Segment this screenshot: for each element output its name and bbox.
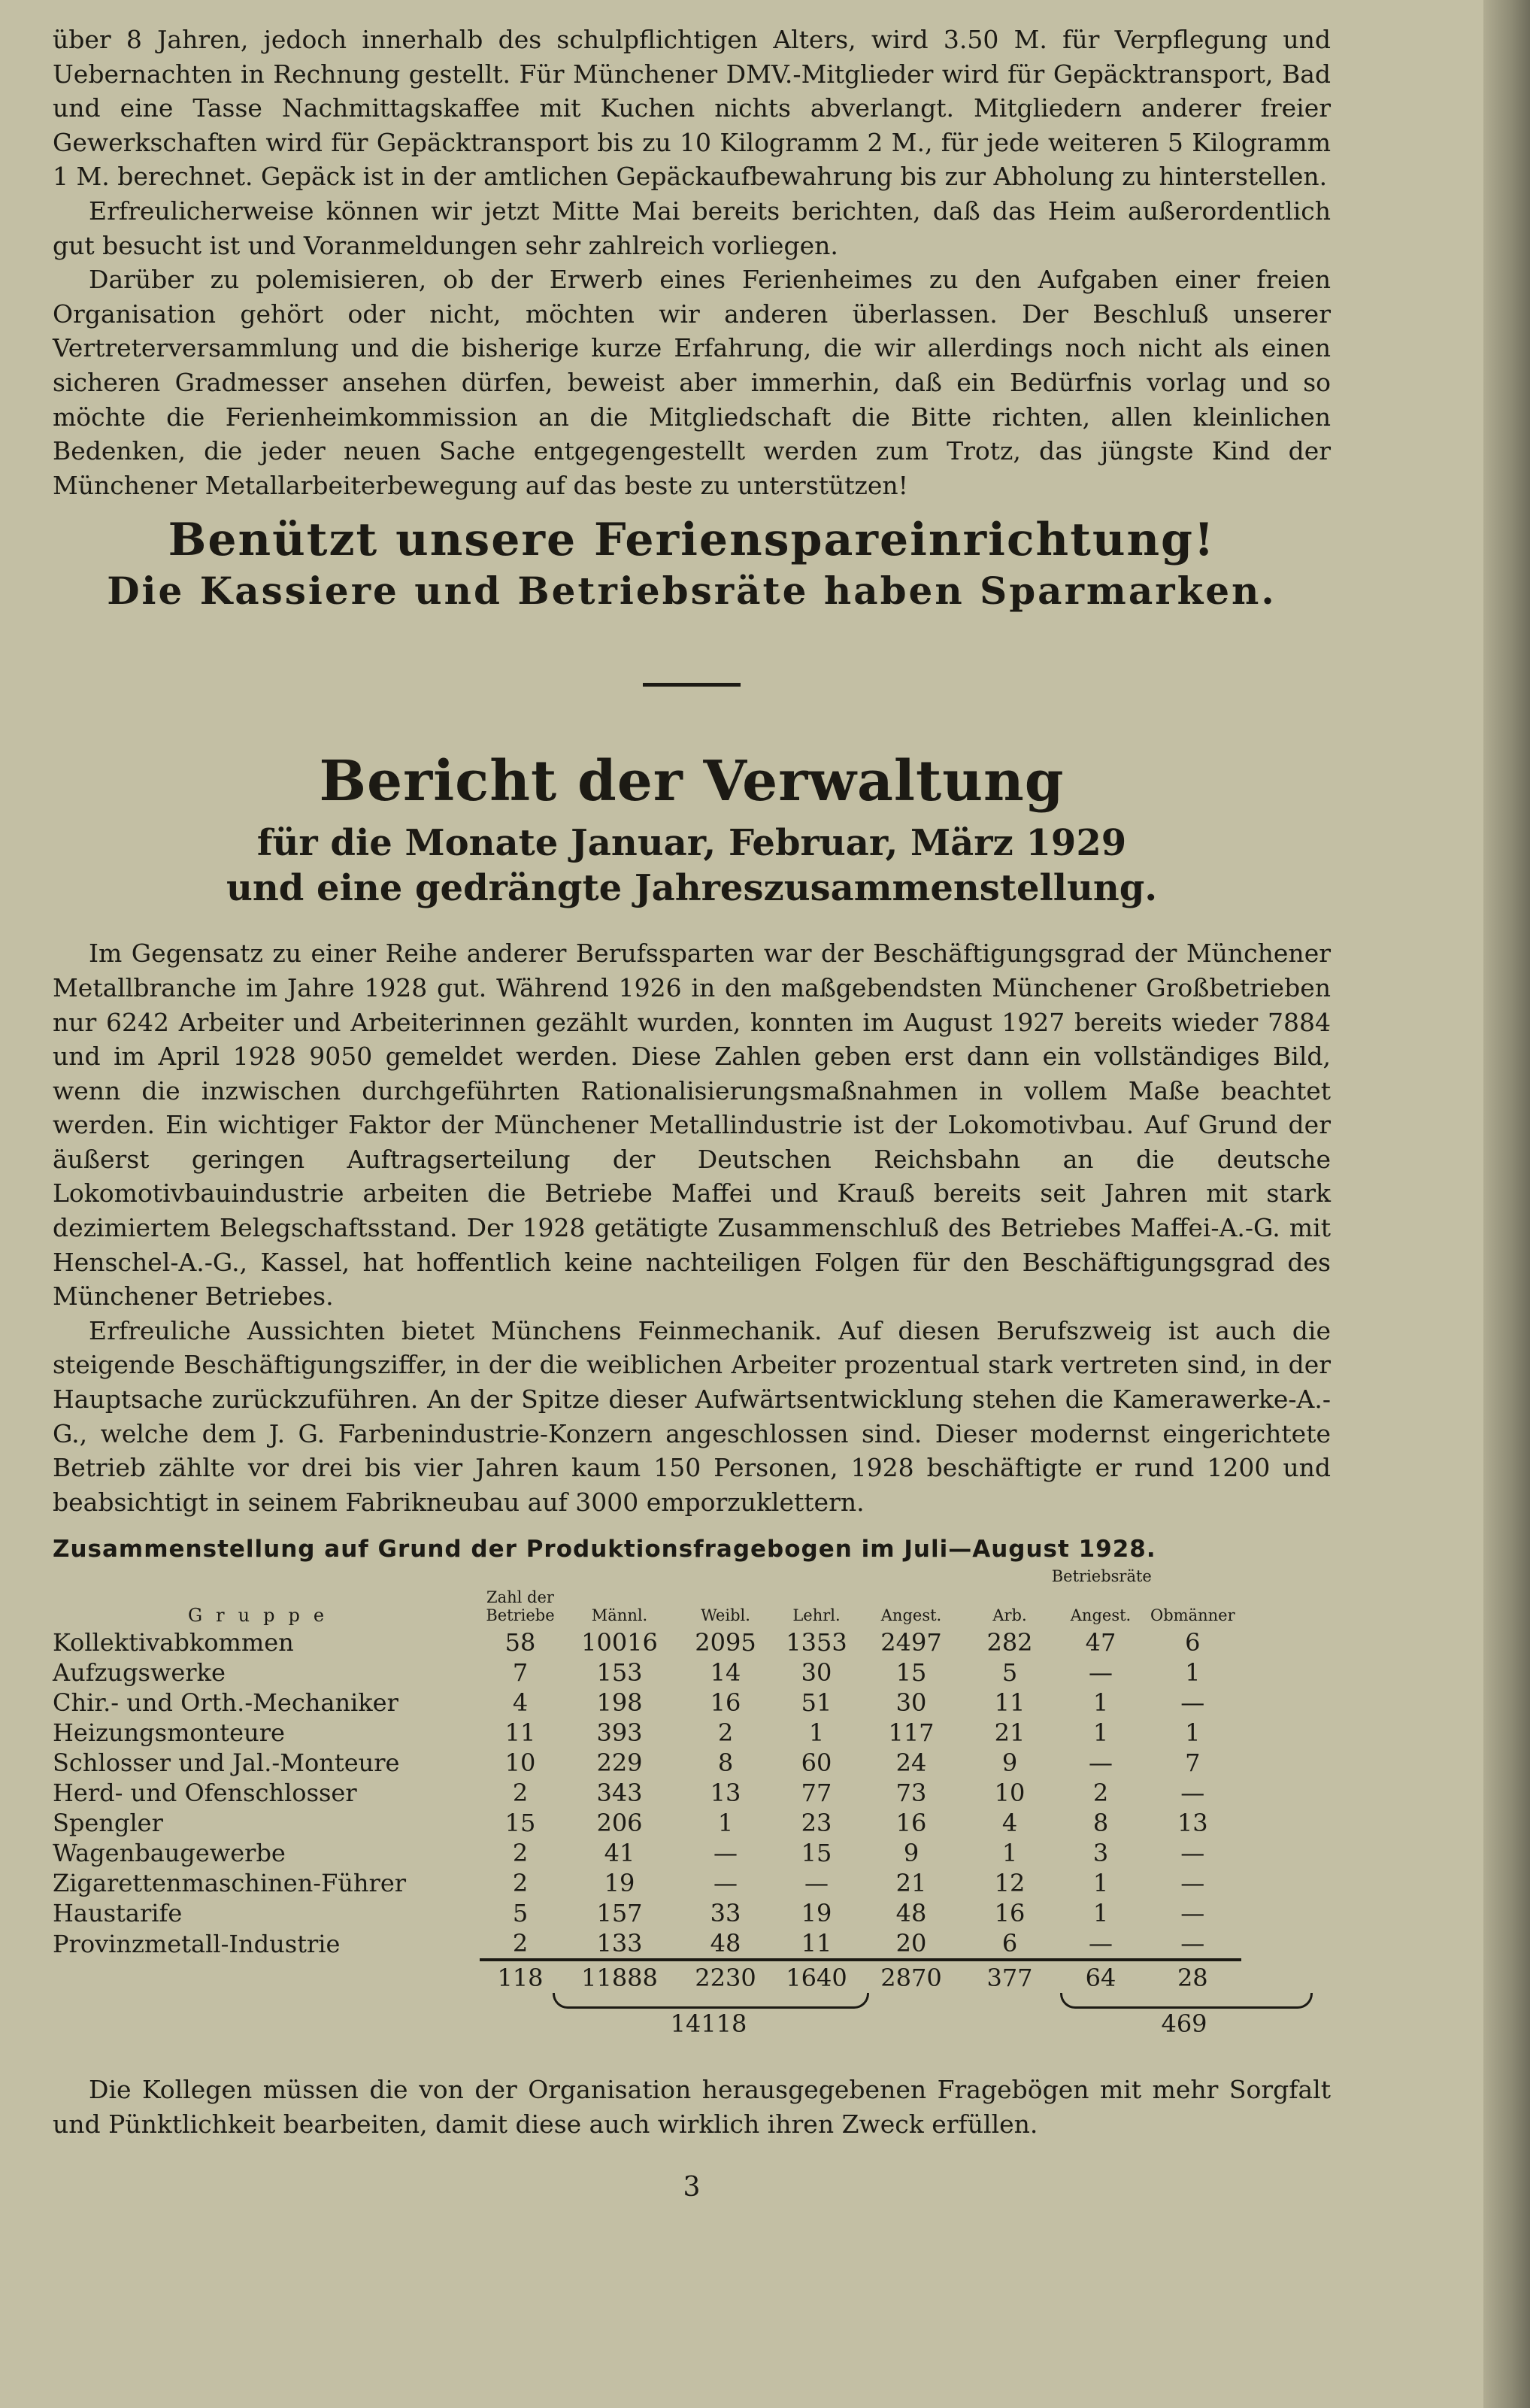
table-cell: 48 xyxy=(895,1899,927,1928)
intro-paragraph-3: Darüber zu polemisieren, ob der Erwerb eines Ferienheimes zu den Aufgaben einer freien Organisation gehört oder nicht, möchten wir anderen überlassen. Der Beschluß unserer Vertreterversammlung und die bisherige kurze Erfahrung, die wir allerdings noch nicht als einen sicheren Gradmesser ansehen dürfen, beweist aber immerhin, daß ein Bedürfnis vorlag und so möchte die Ferienheimkommission an die Mitgliedschaft die Bitte richten, allen kleinlichen Bedenken, die jeder neuen Sache entgegengestellt werden zum Trotz, das jüngste Kind der Münchener Metallarbeiterbewegung auf das beste zu unterstützen! xyxy=(53,265,1331,500)
sum-workers: 14118 xyxy=(670,2009,747,2039)
report-paragraph-2: Erfreuliche Aussichten bietet Münchens Feinmechanik. Auf diesen Berufszweig ist auch die steigende Beschäftigungsziffer, in der die weiblichen Arbeiter prozentual stark vertreten sind, in der Hauptsache zurückzuführen. An der Spitze dieser Aufwärtsentwicklung stehen die Kamerawerke-A.-G., welche dem J. G. Farbenindustrie-Konzern angeschlossen sind. Dieser modernst eingerichtete Betrieb zählte vor drei bis vier Jahren kaum 150 Personen, 1928 beschäftigte er rund 1200 und beabsichtigt in seinem Fabrikneubau auf 3000 emporzuklettern. xyxy=(53,1315,1331,1517)
table-cell: — xyxy=(1180,1929,1205,1958)
page-content xyxy=(53,23,1331,2203)
table-sum-braces xyxy=(53,1993,1331,2046)
table-cell: 30 xyxy=(895,1688,927,1718)
table-cell: 5 xyxy=(1001,1658,1018,1688)
table-cell: 14 xyxy=(710,1658,741,1688)
row-label: Heizungsmonteure xyxy=(53,1718,285,1748)
report-subtitle-months: für die Monate Januar, Februar, März 1929 xyxy=(256,822,1127,865)
table-cell: 343 xyxy=(596,1779,643,1808)
section-divider xyxy=(643,683,741,687)
table-cell: 20 xyxy=(895,1929,927,1958)
table-cell: 16 xyxy=(895,1809,927,1838)
page-binding-edge xyxy=(1483,0,1530,2408)
table-header-row xyxy=(53,1588,1241,1627)
table-cell: 2 xyxy=(512,1839,529,1868)
table-cell: 30 xyxy=(801,1658,832,1688)
table-cell: — xyxy=(1089,1929,1113,1958)
report-paragraph-1: Im Gegensatz zu einer Reihe anderer Berufssparten war der Beschäftigungsgrad der Münchener Metallbranche im Jahre 1928 gut. Während 1926 in den maßgebendsten Münchener Großbetrieben nur 6242 Arbeiter und Arbeiterinnen gezählt wurden, konnten im August 1927 bereits wieder 7884 und im April 1928 9050 gemeldet werden. Diese Zahlen geben erst dann ein vollständiges Bild, wenn die inzwischen durchgeführten Rationalisierungsmaßnahmen in vollem Maße beachtet werden. Ein wichtiger Faktor der Münchener Metallindustrie ist der Lokomotivbau. Auf Grund der äußerst geringen Auftragserteilung der Deutschen Reichsbahn an die deutsche Lokomotivbauindustrie arbeiten die Betriebe Maffei und Krauß bereits seit Jahren mit stark dezimiertem Belegschaftsstand. Der 1928 getätigte Zusammenschluß des Betriebes Maffei-A.-G. mit Henschel-A.-G., Kassel, hat hoffentlich keine nachteiligen Folgen für den Beschäftigungsgrad des Münchener Betriebes. xyxy=(53,939,1331,1312)
row-label: Schlosser und Jal.-Monteure xyxy=(53,1748,400,1778)
table-cell: 4 xyxy=(512,1688,529,1718)
row-label: Herd- und Ofenschlosser xyxy=(53,1779,357,1808)
table-cell: 2 xyxy=(512,1929,529,1958)
table-cell: 19 xyxy=(801,1899,832,1928)
report-subtitle-summary: und eine gedrängte Jahreszusammenstellung. xyxy=(226,867,1158,910)
table-cell: 1 xyxy=(1092,1899,1109,1928)
table-cell: 24 xyxy=(895,1748,927,1778)
col-header-betriebe: Zahl der Betriebe xyxy=(486,1588,555,1625)
table-cell: 282 xyxy=(986,1628,1033,1657)
table-row xyxy=(53,1808,1241,1838)
table-title: Zusammenstellung auf Grund der Produktionsfragebogen im Juli—August 1928. xyxy=(53,1536,1156,1563)
table-cell: 1 xyxy=(717,1809,734,1838)
table-cell: 21 xyxy=(994,1718,1026,1748)
workers-brace xyxy=(553,1993,869,2009)
table-cell: 11 xyxy=(801,1929,832,1958)
table-cell: 1 xyxy=(808,1718,825,1748)
table-cell: 15 xyxy=(801,1839,832,1868)
total-cell: 2230 xyxy=(678,1960,773,1993)
total-label-spacer xyxy=(53,1960,480,1993)
table-cell: 117 xyxy=(888,1718,935,1748)
table-row xyxy=(53,1657,1241,1688)
table-cell: 73 xyxy=(895,1779,927,1808)
betriebsraete-header: Betriebsräte xyxy=(1051,1567,1152,1586)
table-cell: 198 xyxy=(596,1688,643,1718)
total-cell: 64 xyxy=(1057,1960,1144,1993)
table-cell: 48 xyxy=(710,1929,741,1958)
table-cell: — xyxy=(1180,1899,1205,1928)
total-cell: 377 xyxy=(962,1960,1057,1993)
table-cell: 2 xyxy=(1092,1779,1109,1808)
col-header-br-angest: Angest. xyxy=(1070,1606,1132,1625)
row-label: Zigarettenmaschinen-Führer xyxy=(53,1869,407,1898)
table-body xyxy=(53,1627,1241,1993)
table-cell: 153 xyxy=(596,1658,643,1688)
table-cell: — xyxy=(713,1869,738,1898)
table-cell: 1 xyxy=(1185,1658,1201,1688)
row-label: Haustarife xyxy=(53,1899,183,1928)
row-label: Wagenbaugewerbe xyxy=(53,1839,286,1868)
total-cell: 28 xyxy=(1144,1960,1241,1993)
table-cell: 15 xyxy=(895,1658,927,1688)
col-header-lehrl: Lehrl. xyxy=(792,1606,841,1625)
total-cell: 2870 xyxy=(860,1960,962,1993)
table-cell: 1 xyxy=(1001,1839,1018,1868)
table-cell: 8 xyxy=(717,1748,734,1778)
intro-paragraph-1: über 8 Jahren, jedoch innerhalb des schulpflichtigen Alters, wird 3.50 M. für Verpflegung und Uebernachten in Rechnung gestellt. Für Münchener DMV.-Mitglieder wird für Gepäcktransport, Bad und eine Tasse Nachmittagskaffee mit Kuchen nichts abverlangt. Mitgliedern anderer freier Gewerkschaften wird für Gepäcktransport bis zu 10 Kilogramm 2 M., für jede weiteren 5 Kilogramm 1 M. berechnet. Gepäck ist in der amtlichen Gepäckaufbewahrung bis zur Abholung zu hinterstellen. xyxy=(53,25,1331,192)
row-label: Chir.- und Orth.-Mechaniker xyxy=(53,1688,398,1718)
table-cell: 10 xyxy=(994,1779,1026,1808)
col-header-weibl: Weibl. xyxy=(701,1606,750,1625)
table-cell: 2 xyxy=(512,1779,529,1808)
table-cell: 51 xyxy=(801,1688,832,1718)
table-cell: 1 xyxy=(1092,1688,1109,1718)
table-cell: 6 xyxy=(1185,1628,1201,1657)
table-cell: 77 xyxy=(801,1779,832,1808)
sum-councils: 469 xyxy=(1161,2009,1207,2039)
table-cell: 4 xyxy=(1001,1809,1018,1838)
table-cell: 9 xyxy=(903,1839,920,1868)
table-row xyxy=(53,1868,1241,1898)
table-cell: 1353 xyxy=(786,1628,847,1657)
production-table xyxy=(53,1567,1241,1993)
table-row xyxy=(53,1838,1241,1868)
col-header-arb: Arb. xyxy=(992,1606,1027,1625)
table-cell: 1 xyxy=(1092,1718,1109,1748)
table-cell: 33 xyxy=(710,1899,741,1928)
table-cell: 206 xyxy=(596,1809,643,1838)
table-cell: 58 xyxy=(504,1628,536,1657)
table-cell: 8 xyxy=(1092,1809,1109,1838)
page-number: 3 xyxy=(683,2171,701,2203)
slogan-sparmarken: Die Kassiere und Betriebsräte haben Sparmarken. xyxy=(107,569,1277,614)
table-cell: 21 xyxy=(895,1869,927,1898)
table-cell: 2497 xyxy=(880,1628,942,1657)
table-cell: 41 xyxy=(604,1839,635,1868)
table-cell: 5 xyxy=(512,1899,529,1928)
table-cell: — xyxy=(1089,1658,1113,1688)
slogan-ferienspar: Benützt unsere Ferienspareinrichtung! xyxy=(168,514,1216,567)
table-header-super-row xyxy=(53,1567,1241,1588)
total-cell: 11888 xyxy=(561,1960,678,1993)
table-cell: 23 xyxy=(801,1809,832,1838)
table-cell: 13 xyxy=(710,1779,741,1808)
table-cell: 11 xyxy=(504,1718,536,1748)
row-label: Spengler xyxy=(53,1809,163,1838)
table-cell: 7 xyxy=(512,1658,529,1688)
closing-paragraph: Die Kollegen müssen die von der Organisation herausgegebenen Fragebögen mit mehr Sorgfalt und Pünktlichkeit bearbeiten, damit diese auch wirklich ihren Zweck erfüllen. xyxy=(53,2075,1331,2139)
intro-paragraph-2: Erfreulicherweise können wir jetzt Mitte Mai bereits berichten, daß das Heim außerordentlich gut besucht ist und Voranmeldungen sehr zahlreich vorliegen. xyxy=(53,196,1331,260)
table-cell: 16 xyxy=(994,1899,1026,1928)
table-row xyxy=(53,1688,1241,1718)
table-cell: 10016 xyxy=(581,1628,658,1657)
table-cell: 229 xyxy=(596,1748,643,1778)
table-cell: — xyxy=(1180,1839,1205,1868)
table-cell: 9 xyxy=(1001,1748,1018,1778)
table-cell: — xyxy=(1180,1779,1205,1808)
table-row xyxy=(53,1748,1241,1778)
table-row xyxy=(53,1778,1241,1808)
table-cell: 19 xyxy=(604,1869,635,1898)
table-cell: 11 xyxy=(994,1688,1026,1718)
table-total-row xyxy=(53,1960,1241,1993)
table-cell: 2 xyxy=(512,1869,529,1898)
row-label: Aufzugswerke xyxy=(53,1658,226,1688)
table-cell: 1 xyxy=(1185,1718,1201,1748)
col-header-maennl: Männl. xyxy=(591,1606,648,1625)
table-cell: 7 xyxy=(1185,1748,1201,1778)
col-header-obmaenner: Obmänner xyxy=(1150,1606,1235,1625)
report-title: Bericht der Verwaltung xyxy=(319,749,1065,814)
col-header-angest: Angest. xyxy=(880,1606,942,1625)
table-cell: — xyxy=(1180,1869,1205,1898)
table-cell: 15 xyxy=(504,1809,536,1838)
table-row xyxy=(53,1928,1241,1960)
table-cell: 16 xyxy=(710,1688,741,1718)
total-cell: 118 xyxy=(480,1960,561,1993)
table-cell: 2095 xyxy=(695,1628,756,1657)
row-label: Kollektivabkommen xyxy=(53,1628,294,1657)
table-cell: 10 xyxy=(504,1748,536,1778)
table-cell: — xyxy=(713,1839,738,1868)
table-cell: 157 xyxy=(596,1899,643,1928)
table-cell: 47 xyxy=(1085,1628,1116,1657)
table-cell: 393 xyxy=(596,1718,643,1748)
councils-brace xyxy=(1060,1993,1313,2009)
table-cell: — xyxy=(1180,1688,1205,1718)
table-cell: 12 xyxy=(994,1869,1026,1898)
table-cell: 60 xyxy=(801,1748,832,1778)
table-row xyxy=(53,1627,1241,1657)
group-header: Gruppe xyxy=(188,1605,338,1627)
table-cell: 1 xyxy=(1092,1869,1109,1898)
table-row xyxy=(53,1898,1241,1928)
table-cell: — xyxy=(1089,1748,1113,1778)
table-cell: 3 xyxy=(1092,1839,1109,1868)
table-cell: 13 xyxy=(1177,1809,1208,1838)
row-label: Provinzmetall-Industrie xyxy=(53,1930,341,1959)
table-row xyxy=(53,1718,1241,1748)
table-cell: 133 xyxy=(596,1929,643,1958)
table-cell: 2 xyxy=(717,1718,734,1748)
total-cell: 1640 xyxy=(773,1960,860,1993)
table-cell: — xyxy=(804,1869,829,1898)
table-cell: 6 xyxy=(1001,1929,1018,1958)
